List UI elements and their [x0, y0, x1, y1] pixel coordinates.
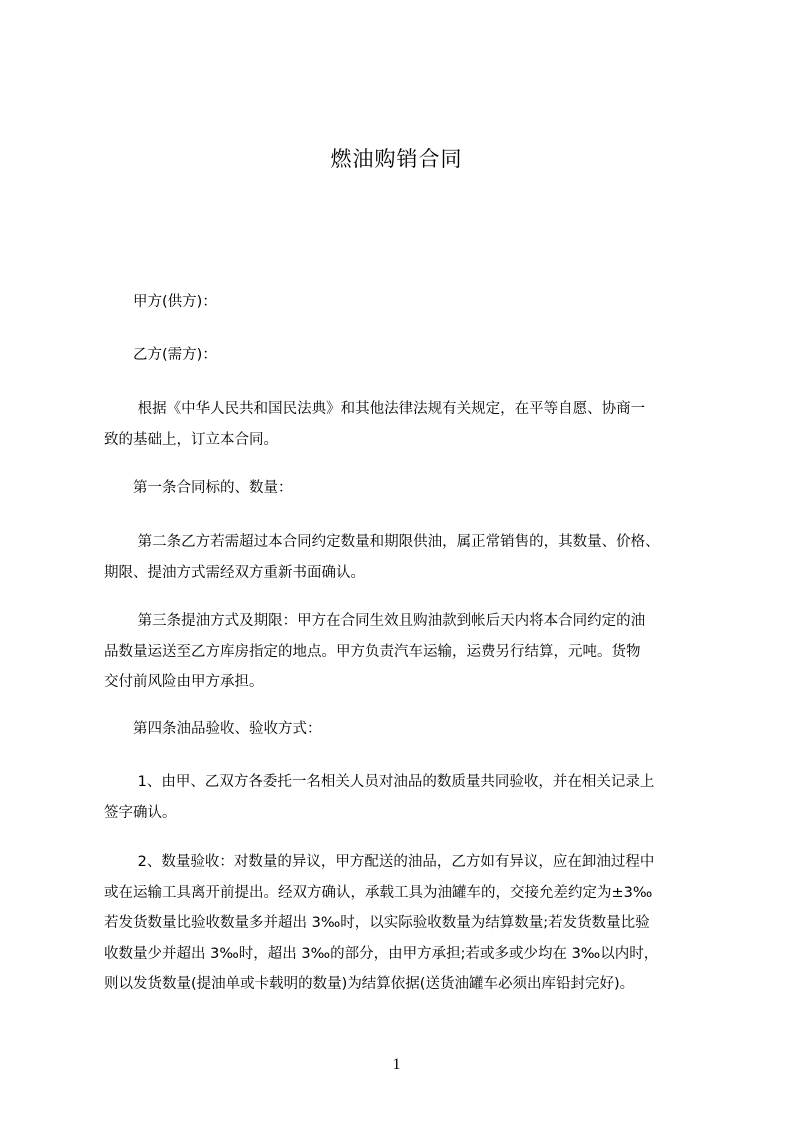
text-line: 则以发货数量(提油单或卡载明的数量)为结算依据(送货油罐车必须出库铅封完好)。 — [104, 976, 635, 992]
party-b-paragraph — [104, 340, 704, 371]
clause-2-paragraph — [104, 847, 704, 1000]
page-number: 1 — [392, 1056, 401, 1073]
text-line: 第三条提油方式及期限：甲方在合同生效且购油款到帐后天内将本合同约定的油 — [104, 613, 646, 629]
article-4-paragraph — [104, 714, 704, 745]
text-line: 第二条乙方若需超过本合同约定数量和期限供油，属正常销售的，其数量、价格、 — [104, 534, 660, 550]
text-line: 致的基础上，订立本合同。 — [104, 431, 278, 448]
article-1-paragraph — [104, 473, 704, 504]
text-line: 收数量少并超出 3‰时，超出 3‰的部分，由甲方承担;若或多或少均在 3‰以内时， — [104, 945, 659, 962]
text-line: 第四条油品验收、验收方式： — [104, 721, 322, 737]
text-line: 若发货数量比验收数量多并超出 3‰时，以实际验收数量为结算数量;若发货数量比验 — [104, 915, 650, 931]
text-line: 或在运输工具离开前提出。经双方确认，承载工具为油罐车的，交接允差约定为±3‰ — [104, 884, 653, 901]
party-a-paragraph — [104, 287, 704, 318]
text-line: 甲方(供方)： — [104, 294, 217, 310]
text-line: 签字确认。 — [104, 804, 177, 821]
preamble-paragraph — [104, 394, 704, 455]
text-line: 1、由甲、乙双方各委托一名相关人员对油品的数质量共同验收，并在相关记录上 — [104, 774, 655, 790]
text-line: 2、数量验收：对数量的异议，甲方配送的油品，乙方如有异议，应在卸油过程中 — [104, 854, 655, 870]
text-line: 期限、提油方式需经双方重新书面确认。 — [104, 564, 365, 581]
text-line: 交付前风险由甲方承担。 — [104, 674, 264, 690]
article-3-paragraph — [104, 606, 704, 698]
text-line: 品数量运送至乙方库房指定的地点。甲方负责汽车运输，运费另行结算，元吨。货物 — [104, 643, 641, 660]
text-line: 乙方(需方)： — [104, 347, 217, 363]
text-line: 根据《中华人民共和国民法典》和其他法律法规有关规定，在平等自愿、协商一 — [104, 401, 646, 417]
clause-1-paragraph — [104, 767, 704, 828]
text-line: 第一条合同标的、数量： — [104, 480, 293, 496]
article-2-paragraph — [104, 527, 704, 588]
document-title: 燃油购销合同 — [330, 147, 463, 171]
